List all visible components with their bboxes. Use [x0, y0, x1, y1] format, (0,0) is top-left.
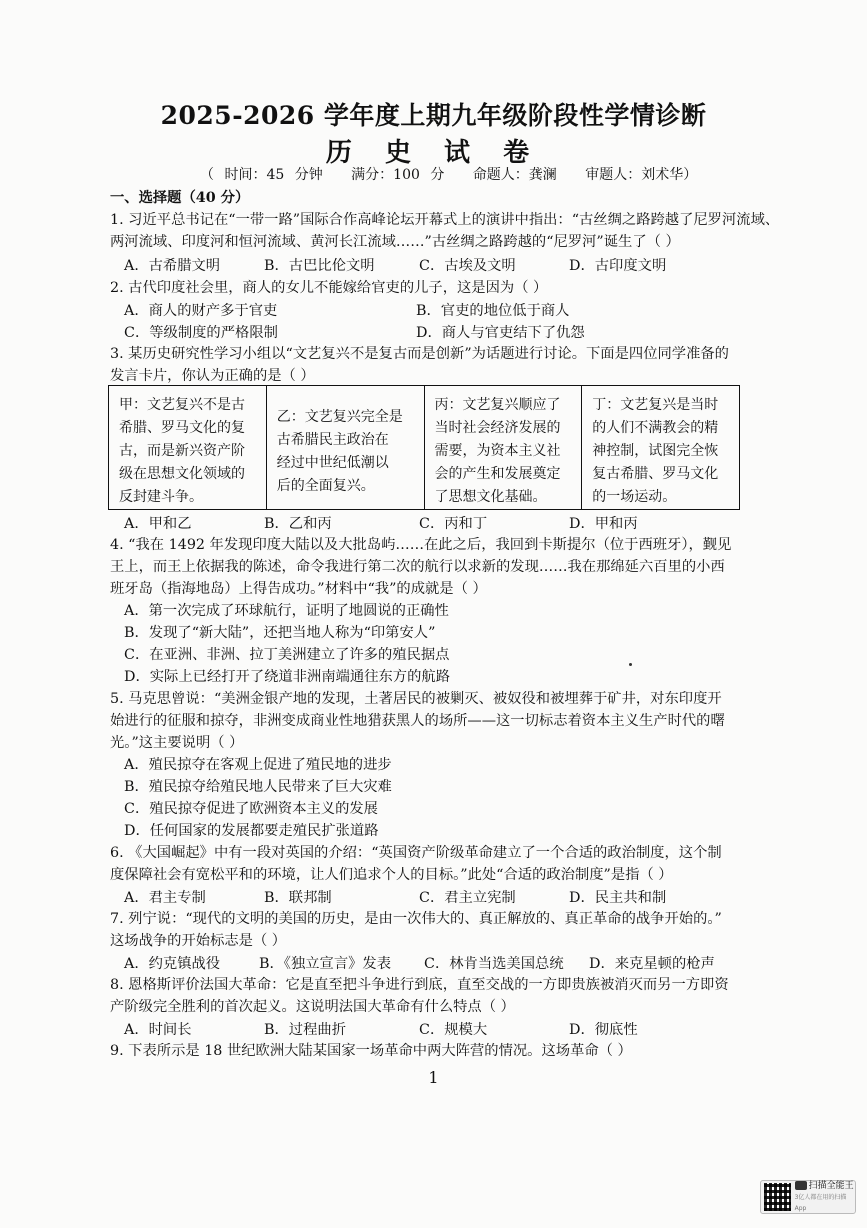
q7-option-b[interactable]: B．《独立宣言》发表 — [259, 956, 392, 972]
q2-option-a[interactable]: A．商人的财产多于官吏 — [124, 303, 278, 319]
scanner-name: 扫描全能王 — [808, 1180, 854, 1191]
q2-option-b[interactable]: B．官吏的地位低于商人 — [416, 303, 570, 319]
card-jia — [109, 386, 267, 509]
exam-score: 满分：100 分 — [351, 167, 445, 183]
q5-stem-line3: 光。”这主要说明（ ） — [110, 735, 244, 751]
card-jia-line: 反封建斗争。 — [119, 489, 203, 505]
q5-option-a[interactable]: A．殖民掠夺在客观上促进了殖民地的进步 — [124, 757, 392, 773]
q2-option-d[interactable]: D．商人与官吏结下了仇怨 — [416, 325, 585, 341]
q6-stem-line1: 6. 《大国崛起》中有一段对英国的介绍：“英国资产阶级革命建立了一个合适的政治制度，这个制 — [110, 845, 722, 861]
exam-title: 2025-2026 学年度上期九年级阶段性学情诊断 — [160, 101, 707, 130]
q4-option-c[interactable]: C．在亚洲、非洲、拉丁美洲建立了许多的殖民据点 — [124, 647, 450, 663]
q7-stem-line2: 这场战争的开始标志是（ ） — [110, 933, 287, 949]
card-yi — [267, 386, 425, 509]
q6-option-c[interactable]: C．君主立宪制 — [419, 890, 516, 906]
q4-stem-line2: 王上，而王上依据我的陈述，命令我进行第二次的航行以求新的发现……我在那绵延六百里的小西 — [110, 559, 725, 575]
q2-options-row1 — [124, 300, 569, 320]
exam-subject: 历 史 试 卷 — [325, 138, 542, 168]
q6-stem-line2: 度保障社会有宽松平和的环境，让人们追求个人的目标。”此处“合适的政治制度”是指（ ） — [110, 867, 673, 883]
section-heading: 一、选择题（40 分） — [110, 190, 250, 206]
card-bing-line: 了思想文化基础。 — [434, 489, 547, 505]
q5-stem-line2: 始进行的征服和掠夺，非洲变成商业性地猎获黑人的场所——这一切标志着资本主义生产时代的曙 — [110, 713, 725, 729]
exam-setter: 命题人：龚澜 — [472, 167, 557, 183]
card-bing-line: 当时社会经济发展的 — [434, 420, 561, 436]
q8-option-a[interactable]: A．时间长 — [124, 1022, 192, 1038]
card-ding-line: 的人们不满教会的精 — [592, 420, 719, 436]
q7-option-d[interactable]: D．来克星顿的枪声 — [589, 956, 715, 972]
card-yi-line: 后的全面复兴。 — [276, 478, 375, 494]
q2-option-c[interactable]: C．等级制度的严格限制 — [124, 325, 278, 341]
card-bing-line: 会的产生和发展奠定 — [434, 466, 561, 482]
q6-options — [124, 887, 666, 907]
card-bing-line: 需要，为资本主义社 — [434, 443, 561, 459]
q1-options — [124, 255, 666, 275]
q6-option-b[interactable]: B．联邦制 — [264, 890, 332, 906]
q4-stem-line1: 4. “我在 1492 年发现印度大陆以及大批岛屿……在此之后，我回到卡斯提尔（位于西班牙），觐见 — [110, 537, 732, 553]
card-jia-line: 级在思想文化领域的 — [119, 466, 245, 482]
exam-reviewer: 审题人：刘术华） — [585, 167, 698, 183]
qr-code-icon — [764, 1183, 791, 1211]
q3-speech-cards — [108, 385, 740, 510]
card-yi-line: 经过中世纪低潮以 — [276, 455, 389, 471]
q9-stem: 9. 下表所示是 18 世纪欧洲大陆某国家一场革命中两大阵营的情况。这场革命（ ） — [110, 1043, 632, 1059]
q1-option-b[interactable]: B．古巴比伦文明 — [264, 258, 375, 274]
card-jia-line: 甲：文艺复兴不是古 — [119, 397, 245, 413]
scanner-slogan: 3亿人都在用的扫描App — [794, 1193, 847, 1212]
q1-stem-line1: 1. 习近平总书记在“一带一路”国际合作高峰论坛开幕式上的演讲中指出：“古丝绸之路跨越了尼罗河流域、 — [110, 212, 780, 228]
q1-option-a[interactable]: A．古希腊文明 — [124, 258, 221, 274]
q3-stem-line1: 3. 某历史研究性学习小组以“文艺复兴不是复古而是创新”为话题进行讨论。下面是四位同学准备的 — [110, 346, 729, 362]
q2-stem: 2. 古代印度社会里，商人的女儿不能嫁给官吏的儿子，这是因为（ ） — [110, 280, 548, 296]
stray-dot — [629, 663, 632, 666]
q8-option-c[interactable]: C．规模大 — [419, 1022, 488, 1038]
q4-option-b[interactable]: B．发现了“新大陆”，还把当地人称为“印第安人” — [124, 625, 436, 641]
q7-option-c[interactable]: C．林肯当选美国总统 — [424, 956, 564, 972]
scanner-watermark — [760, 1180, 856, 1214]
q8-stem-line1: 8. 恩格斯评价法国大革命：它是直至把斗争进行到底，直至交战的一方即贵族被消灭而另一方即资 — [110, 977, 729, 993]
q1-option-d[interactable]: D．古印度文明 — [569, 258, 667, 274]
q3-option-b[interactable]: B．乙和丙 — [264, 516, 332, 532]
q2-options-row2 — [124, 322, 585, 342]
q6-option-d[interactable]: D．民主共和制 — [569, 890, 667, 906]
q3-option-a[interactable]: A．甲和乙 — [124, 516, 192, 532]
q4-option-a[interactable]: A．第一次完成了环球航行，证明了地圆说的正确性 — [124, 603, 449, 619]
card-ding-line: 复古希腊、罗马文化 — [592, 466, 719, 482]
q5-option-d[interactable]: D．任何国家的发展都要走殖民扩张道路 — [124, 823, 379, 839]
q6-option-a[interactable]: A．君主专制 — [124, 890, 206, 906]
q1-stem-line2: 两河流域、印度河和恒河流域、黄河长江流域……”古丝绸之路跨越的“尼罗河”诞生了（ ） — [110, 234, 680, 250]
card-ding-line: 的一场运动。 — [592, 489, 677, 505]
q4-stem-line3: 班牙岛（指海地岛）上得告成功。”材料中“我”的成就是（ ） — [110, 581, 487, 597]
q5-option-b[interactable]: B．殖民掠夺给殖民地人民带来了巨大灾难 — [124, 779, 392, 795]
q8-stem-line2: 产阶级完全胜利的首次起义。这说明法国大革命有什么特点（ ） — [110, 999, 515, 1015]
scanner-text — [795, 1181, 855, 1214]
q7-stem-line1: 7. 列宁说：“现代的文明的美国的历史，是由一次伟大的、真正解放的、真正革命的战争开始的。” — [110, 911, 722, 927]
q7-option-a[interactable]: A．约克镇战役 — [124, 956, 221, 972]
card-yi-line: 乙：文艺复兴完全是 — [276, 409, 403, 425]
card-yi-line: 古希腊民主政治在 — [276, 432, 389, 448]
card-jia-line: 希腊、罗马文化的复 — [119, 420, 245, 436]
card-jia-line: 古，而是新兴资产阶 — [119, 443, 245, 459]
q1-option-c[interactable]: C．古埃及文明 — [419, 258, 516, 274]
q8-option-d[interactable]: D．彻底性 — [569, 1022, 638, 1038]
q3-stem-line2: 发言卡片，你认为正确的是（ ） — [110, 368, 315, 384]
exam-info — [200, 164, 715, 184]
q7-options — [124, 953, 715, 973]
q5-option-c[interactable]: C．殖民掠夺促进了欧洲资本主义的发展 — [124, 801, 378, 817]
q3-option-c[interactable]: C．丙和丁 — [419, 516, 488, 532]
card-bing — [425, 386, 583, 509]
card-ding — [582, 386, 739, 509]
exam-time: （ 时间：45 分钟 — [200, 167, 323, 183]
scanner-logo-icon — [795, 1181, 807, 1190]
card-ding-line: 丁：文艺复兴是当时 — [592, 397, 719, 413]
q8-option-b[interactable]: B．过程曲折 — [264, 1022, 346, 1038]
card-bing-line: 丙：文艺复兴顺应了 — [434, 397, 561, 413]
q3-options — [124, 513, 638, 533]
q8-options — [124, 1019, 638, 1039]
q5-stem-line1: 5. 马克思曾说：“美洲金银产地的发现，土著居民的被剿灭、被奴役和被埋葬于矿井，对东印度开 — [110, 691, 722, 707]
q4-option-d[interactable]: D．实际上已经打开了绕道非洲南端通往东方的航路 — [124, 669, 450, 685]
q3-option-d[interactable]: D．甲和丙 — [569, 516, 638, 532]
page-number: 1 — [428, 1068, 439, 1087]
card-ding-line: 神控制，试图完全恢 — [592, 443, 719, 459]
